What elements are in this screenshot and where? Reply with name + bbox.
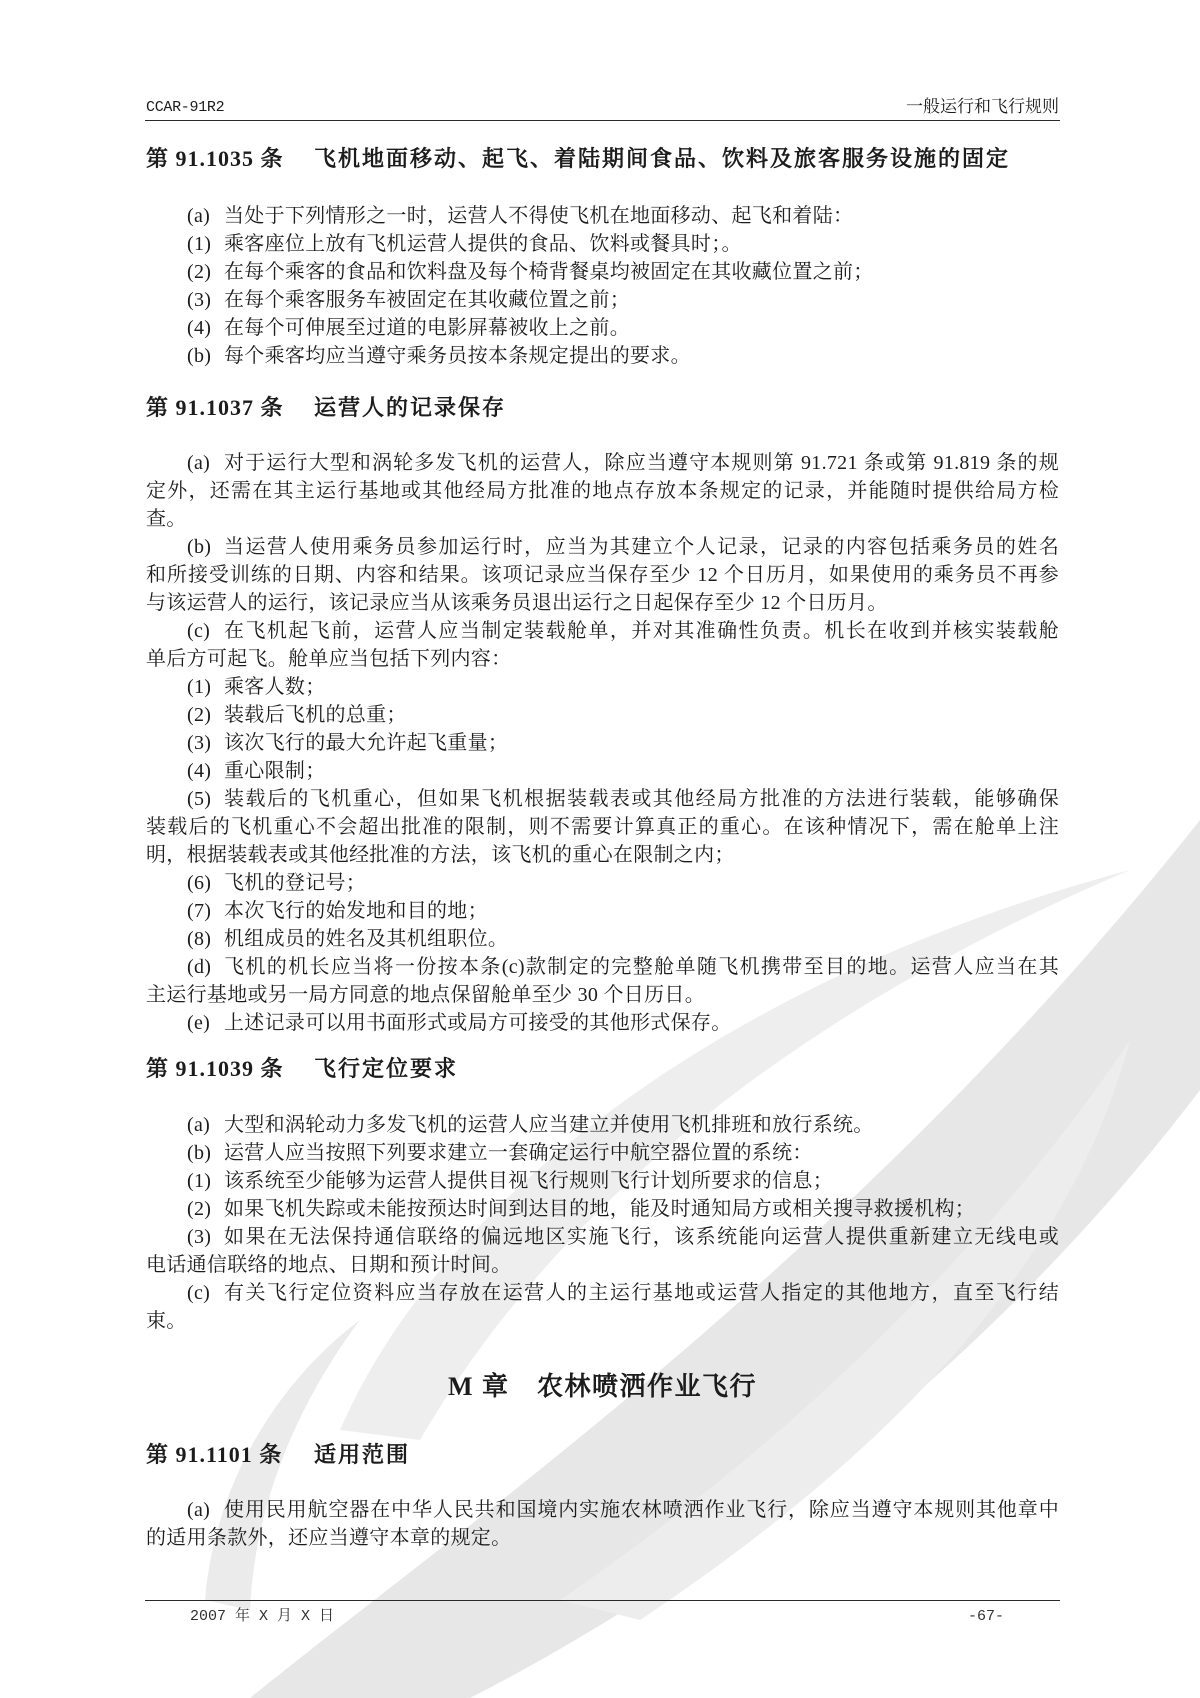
footer-date: 2007 年 X 月 X 日 bbox=[190, 1608, 335, 1625]
paragraph-text-line: 乘客座位上放有飞机运营人提供的食品、饮料或餐具时；。 bbox=[224, 233, 742, 255]
paragraph bbox=[146, 1496, 1059, 1552]
running-header bbox=[146, 96, 1059, 120]
clause-label: (2) bbox=[187, 704, 212, 726]
paragraph-first-line bbox=[146, 1496, 1059, 1524]
paragraph-text-line: 装载后的飞机重心，但如果飞机根据装载表或其他经局方批准的方法进行装载，能够确保 bbox=[224, 788, 1059, 810]
paragraph-text-line: 机组成员的姓名及其机组职位。 bbox=[224, 928, 509, 950]
header-rule bbox=[145, 120, 1060, 121]
paragraph bbox=[146, 897, 1059, 925]
paragraph bbox=[146, 449, 1059, 533]
paragraph-text-line: 重心限制； bbox=[224, 760, 326, 782]
paragraph-text-line: 飞机的机长应当将一份按本条(c)款制定的完整舱单随飞机携带至目的地。运营人应当在其 bbox=[224, 956, 1059, 978]
clause-label: (7) bbox=[187, 900, 212, 922]
clause-label: (6) bbox=[187, 872, 212, 894]
paragraph-text-line: 装载后的飞机重心不会超出批准的限制，则不需要计算真正的重心。在该种情况下，需在舱单上注 bbox=[146, 816, 1059, 838]
paragraph-text-line: 乘客人数； bbox=[224, 676, 326, 698]
paragraph bbox=[146, 701, 1059, 729]
paragraph bbox=[146, 617, 1059, 673]
section-number: 第 91.1039 条 bbox=[146, 1056, 284, 1081]
paragraph bbox=[146, 258, 1059, 286]
paragraph-text-line: 查。 bbox=[146, 508, 187, 530]
paragraph-text-line: 如果在无法保持通信联络的偏远地区实施飞行，该系统能向运营人提供重新建立无线电或 bbox=[224, 1226, 1059, 1248]
clause-label: (1) bbox=[187, 1170, 212, 1192]
section-heading bbox=[146, 1054, 1059, 1084]
paragraph-first-line bbox=[146, 953, 1059, 981]
paragraph-text-line: 飞机的登记号； bbox=[224, 872, 367, 894]
paragraph-first-line bbox=[146, 449, 1059, 477]
paragraph bbox=[146, 729, 1059, 757]
paragraph-text-line: 当处于下列情形之一时，运营人不得使飞机在地面移动、起飞和着陆： bbox=[224, 205, 854, 227]
paragraph bbox=[146, 1279, 1059, 1335]
paragraph bbox=[146, 1111, 1059, 1139]
clause-label: (e) bbox=[187, 1012, 211, 1034]
paragraph-text-line: 束。 bbox=[146, 1310, 187, 1332]
clause-label: (d) bbox=[187, 956, 212, 978]
clause-label: (2) bbox=[187, 261, 212, 283]
clause-label: (a) bbox=[187, 205, 211, 227]
paragraph-first-line bbox=[146, 1223, 1059, 1251]
paragraph bbox=[146, 314, 1059, 342]
paragraph bbox=[146, 230, 1059, 258]
paragraph bbox=[146, 953, 1059, 1009]
paragraph bbox=[146, 1223, 1059, 1279]
paragraph bbox=[146, 286, 1059, 314]
paragraph-text-line: 电话通信联络的地点、日期和预计时间。 bbox=[146, 1254, 512, 1276]
section-heading bbox=[146, 393, 1059, 423]
clause-label: (3) bbox=[187, 1226, 212, 1248]
clause-label: (3) bbox=[187, 289, 212, 311]
paragraph-text-line: 上述记录可以用书面形式或局方可接受的其他形式保存。 bbox=[224, 1012, 732, 1034]
clause-label: (4) bbox=[187, 317, 212, 339]
section-heading bbox=[146, 144, 1059, 174]
paragraph-text-line: 在每个可伸展至过道的电影屏幕被收上之前。 bbox=[224, 317, 630, 339]
clause-label: (b) bbox=[187, 1142, 212, 1164]
clause-label: (b) bbox=[187, 345, 212, 367]
paragraph bbox=[146, 1167, 1059, 1195]
paragraph-text-line: 在飞机起飞前，运营人应当制定装载舱单，并对其准确性负责。机长在收到并核实装载舱 bbox=[224, 620, 1059, 642]
paragraph bbox=[146, 673, 1059, 701]
clause-label: (1) bbox=[187, 233, 212, 255]
paragraph-first-line bbox=[146, 785, 1059, 813]
clause-label: (2) bbox=[187, 1198, 212, 1220]
clause-label: (a) bbox=[187, 1499, 211, 1521]
paragraph bbox=[146, 757, 1059, 785]
paragraph-text-line: 在每个乘客服务车被固定在其收藏位置之前； bbox=[224, 289, 630, 311]
clause-label: (3) bbox=[187, 732, 212, 754]
document-title: 一般运行和飞行规则 bbox=[906, 97, 1059, 116]
paragraph-text-line: 使用民用航空器在中华人民共和国境内实施农林喷洒作业飞行，除应当遵守本规则其他章中 bbox=[224, 1499, 1059, 1521]
section-title: 飞行定位要求 bbox=[314, 1056, 459, 1081]
document-code: CCAR-91R2 bbox=[146, 99, 225, 116]
paragraph-text-line: 本次飞行的始发地和目的地； bbox=[224, 900, 488, 922]
paragraph-text-line: 运营人应当按照下列要求建立一套确定运行中航空器位置的系统： bbox=[224, 1142, 813, 1164]
section-title: 运营人的记录保存 bbox=[314, 395, 507, 420]
section-body bbox=[146, 449, 1059, 1037]
paragraph-text-line: 大型和涡轮动力多发飞机的运营人应当建立并使用飞机排班和放行系统。 bbox=[224, 1114, 874, 1136]
section-body bbox=[146, 1496, 1059, 1552]
page-number: -67- bbox=[968, 1608, 1005, 1625]
paragraph bbox=[146, 533, 1059, 617]
paragraph-text-line: 的适用条款外，还应当遵守本章的规定。 bbox=[146, 1527, 512, 1549]
paragraph bbox=[146, 1139, 1059, 1167]
paragraph-text-line: 定外，还需在其主运行基地或其他经局方批准的地点存放本条规定的记录，并能随时提供给局方检 bbox=[146, 480, 1059, 502]
section-title: 飞机地面移动、起飞、着陆期间食品、饮料及旅客服务设施的固定 bbox=[314, 146, 1011, 171]
chapter-heading: M 章 农林喷洒作业飞行 bbox=[447, 1372, 758, 1401]
paragraph-text-line: 主运行基地或另一局方同意的地点保留舱单至少 30 个日历日。 bbox=[146, 984, 705, 1006]
footer-rule bbox=[145, 1600, 1060, 1601]
paragraph-text-line: 该次飞行的最大允许起飞重量； bbox=[224, 732, 509, 754]
clause-label: (4) bbox=[187, 760, 212, 782]
paragraph-text-line: 在每个乘客的食品和饮料盘及每个椅背餐桌均被固定在其收藏位置之前； bbox=[224, 261, 874, 283]
clause-label: (c) bbox=[187, 1282, 211, 1304]
paragraph-first-line bbox=[146, 1279, 1059, 1307]
section-body bbox=[146, 202, 1059, 370]
paragraph-text-line: 明，根据装载表或其他经批准的方法，该飞机的重心在限制之内； bbox=[146, 844, 735, 866]
paragraph bbox=[146, 202, 1059, 230]
paragraph-text-line: 有关飞行定位资料应当存放在运营人的主运行基地或运营人指定的其他地方，直至飞行结 bbox=[224, 1282, 1059, 1304]
paragraph bbox=[146, 342, 1059, 370]
paragraph-text-line: 该系统至少能够为运营人提供目视飞行规则飞行计划所要求的信息； bbox=[224, 1170, 833, 1192]
paragraph-text-line: 单后方可起飞。舱单应当包括下列内容： bbox=[146, 648, 512, 670]
section-body bbox=[146, 1111, 1059, 1335]
paragraph bbox=[146, 869, 1059, 897]
clause-label: (a) bbox=[187, 452, 211, 474]
paragraph-text-line: 当运营人使用乘务员参加运行时，应当为其建立个人记录，记录的内容包括乘务员的姓名 bbox=[224, 536, 1059, 558]
paragraph bbox=[146, 785, 1059, 869]
paragraph bbox=[146, 1009, 1059, 1037]
clause-label: (c) bbox=[187, 620, 211, 642]
clause-label: (b) bbox=[187, 536, 212, 558]
paragraph-text-line: 和所接受训练的日期、内容和结果。该项记录应当保存至少 12 个日历月，如果使用的乘务员不再参 bbox=[146, 564, 1059, 586]
section-heading bbox=[146, 1440, 1059, 1470]
clause-label: (5) bbox=[187, 788, 212, 810]
section-title: 适用范围 bbox=[314, 1442, 411, 1467]
paragraph-first-line bbox=[146, 617, 1059, 645]
paragraph-text-line: 与该运营人的运行，该记录应当从该乘务员退出运行之日起保存至少 12 个日历月。 bbox=[146, 592, 888, 614]
paragraph-text-line: 如果飞机失踪或未能按预达时间到达目的地，能及时通知局方或相关搜寻救援机构； bbox=[224, 1198, 976, 1220]
clause-label: (8) bbox=[187, 928, 212, 950]
paragraph bbox=[146, 925, 1059, 953]
clause-label: (a) bbox=[187, 1114, 211, 1136]
paragraph-text-line: 对于运行大型和涡轮多发飞机的运营人，除应当遵守本规则第 91.721 条或第 91.819 条的规 bbox=[224, 452, 1059, 474]
section-number: 第 91.1035 条 bbox=[146, 146, 284, 171]
paragraph bbox=[146, 1195, 1059, 1223]
section-number: 第 91.1101 条 bbox=[146, 1442, 283, 1467]
paragraph-text-line: 每个乘客均应当遵守乘务员按本条规定提出的要求。 bbox=[224, 345, 691, 367]
clause-label: (1) bbox=[187, 676, 212, 698]
section-number: 第 91.1037 条 bbox=[146, 395, 284, 420]
paragraph-text-line: 装载后飞机的总重； bbox=[224, 704, 407, 726]
paragraph-first-line bbox=[146, 533, 1059, 561]
